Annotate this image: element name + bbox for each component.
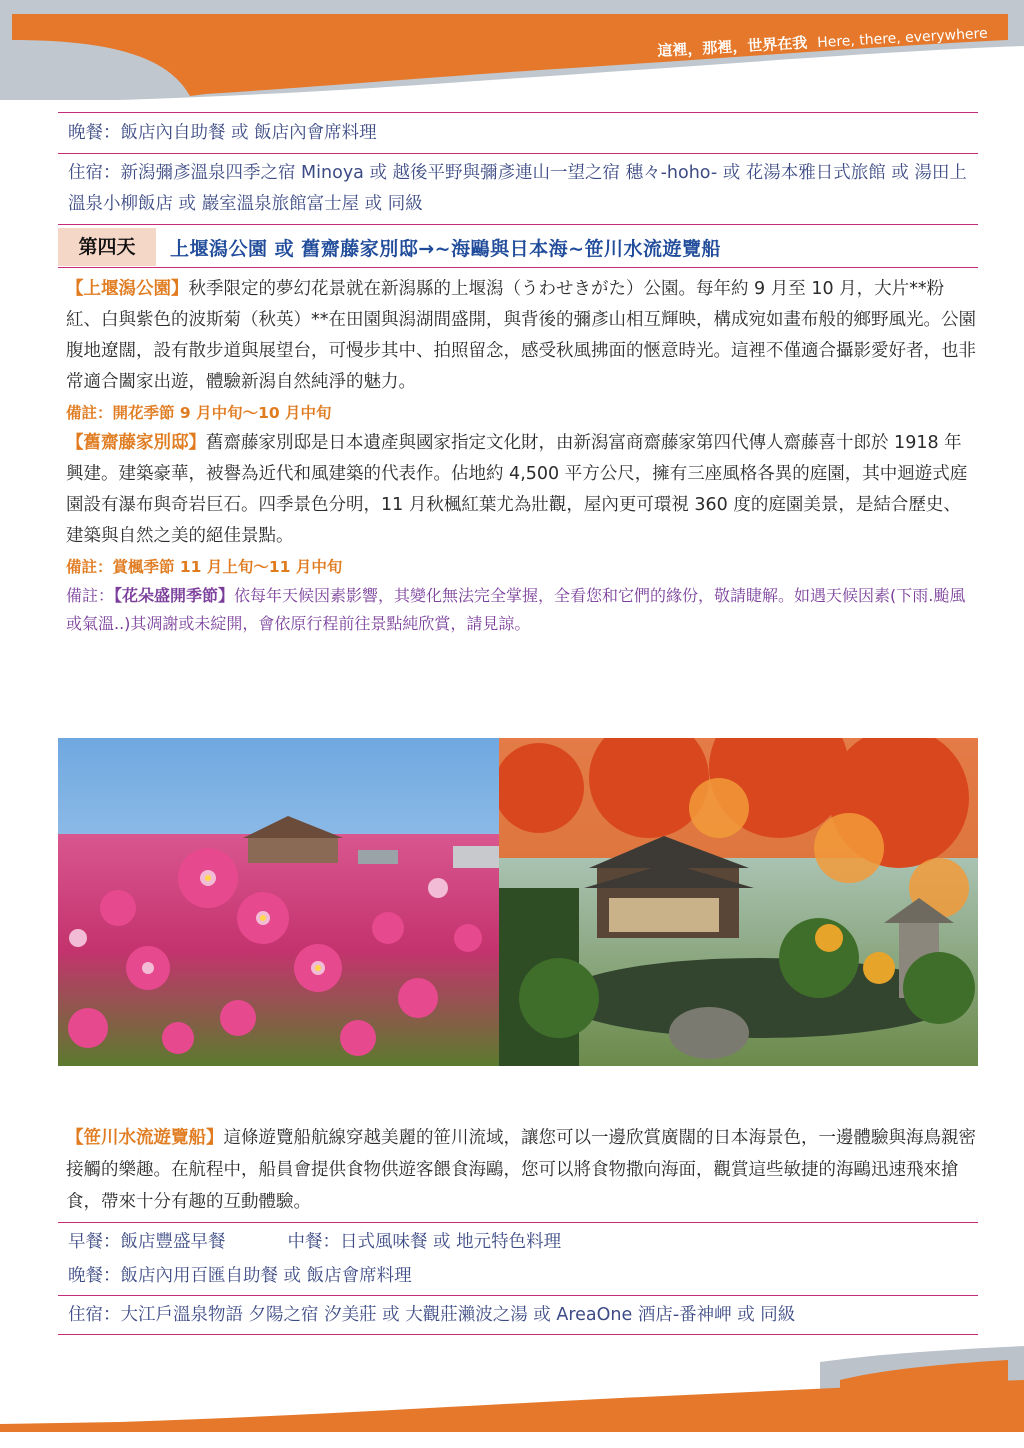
cosmos-field-photo (58, 738, 499, 1066)
boat-title: 【笹川水流遊覽船】 (66, 1128, 224, 1148)
itinerary-content (58, 112, 978, 638)
maple-garden-photo (499, 738, 978, 1066)
photo-strip (58, 738, 978, 1066)
park-title: 【上堰潟公園】 (66, 279, 189, 299)
bottom-accommodation-line: 住宿：大江戶溫泉物語 夕陽之宿 汐美莊 或 大觀莊瀨波之湯 或 AreaOne 酒店-番神岬 或 同級 (68, 1305, 796, 1325)
accommodation-line: 住宿：新潟彌彥溫泉四季之宿 Minoya 或 越後平野與彌彥連山一望之宿 穗々-hoho- 或 花湯本雅日式旅館 或 湯田上溫泉小柳飯店 或 巖室溫泉旅館富士屋 或 同級 (68, 163, 967, 214)
divider (58, 267, 978, 268)
footer-slogan-en: Here, there, everywhere (184, 1381, 356, 1409)
flower-season-notice (58, 582, 978, 638)
villa-note: 備註：賞楓季節 11 月上旬～11 月中旬 (66, 558, 343, 576)
header-slogan-zh: 這裡，那裡，世界在我 (656, 33, 808, 61)
park-text: 秋季限定的夢幻花景就在新潟縣的上堰潟（うわせきがた）公園。每年約 9 月至 10 月，大片**粉紅、白與紫色的波斯菊（秋英）**在田園與潟湖間盛開，與背後的彌彥山相互輝映，構成宛如畫布般的鄉野風光。公園腹地遼闊，設有散步道與展望台，可慢步其中、拍照留念，感受秋風拂面的愜意時光。這裡不僅適合攝影愛好者，也非常適合闔家出遊，體驗新潟自然純淨的魅力。 (66, 279, 976, 392)
notice-prefix: 備註： (66, 586, 115, 605)
header-banner-shape (0, 0, 1024, 110)
villa-description (58, 428, 978, 552)
page-header (0, 0, 1024, 110)
page-footer (0, 1340, 1024, 1448)
park-description (58, 274, 978, 398)
breakfast-line: 早餐：飯店豐盛早餐 (68, 1232, 226, 1252)
divider (58, 1334, 978, 1335)
footer-slogan-zh: 這裡，那裡，世界在我 (24, 1390, 176, 1419)
dinner-line: 晚餐：飯店內自助餐 或 飯店內會席料理 (68, 123, 377, 143)
villa-title: 【舊齋藤家別邸】 (66, 433, 206, 453)
boat-description (58, 1122, 978, 1218)
notice-text: 依每年天候因素影響，其變化無法完全掌握，全看您和它們的緣份，敬請睫解。如遇天候因素(下雨.颱風或氣溫..)其凋謝或未綻開，會依原行程前往景點純欣賞，請見諒。 (66, 586, 966, 633)
day-label: 第四天 (58, 228, 156, 266)
lunch-line: 中餐：日式風味餐 或 地元特色料理 (287, 1232, 562, 1252)
day-title: 上堰潟公園 或 舊齋藤家別邸→~海鷗與日本海~笹川水流遊覽船 (170, 237, 721, 260)
divider (58, 224, 978, 225)
day-header (58, 227, 978, 267)
villa-text: 舊齋藤家別邸是日本遺產與國家指定文化財，由新潟富商齋藤家第四代傳人齋藤喜十郎於 1918 年興建。建築豪華，被譽為近代和風建築的代表作。佔地約 4,500 平方公尺，擁有三座風格各異的庭園，其中迴遊式庭園設有瀑布與奇岩巨石。四季景色分明，11 月秋楓紅葉尤為壯觀，屋內更可環視 360 度的庭園美景，是結合歷史、建築與自然之美的絕佳景點。 (66, 433, 968, 546)
header-slogan-en: Here, there, everywhere (816, 25, 989, 52)
notice-title: 【花朵盛開季節】 (114, 586, 235, 605)
breakfast-lunch-line (58, 1223, 978, 1261)
itinerary-content-2 (58, 1122, 978, 1335)
bottom-dinner-line: 晚餐：飯店內用百匯自助餐 或 飯店會席料理 (68, 1266, 412, 1286)
boat-text: 這條遊覽船航線穿越美麗的笹川流域，讓您可以一邊欣賞廣闊的日本海景色，一邊體驗與海鳥親密接觸的樂趣。在航程中，船員會提供食物供遊客餵食海鷗，您可以將食物撒向海面，觀賞這些敏捷的海鷗迅速飛來搶食，帶來十分有趣的互動體驗。 (66, 1128, 976, 1212)
park-note: 備註：開花季節 9 月中旬～10 月中旬 (66, 404, 332, 422)
